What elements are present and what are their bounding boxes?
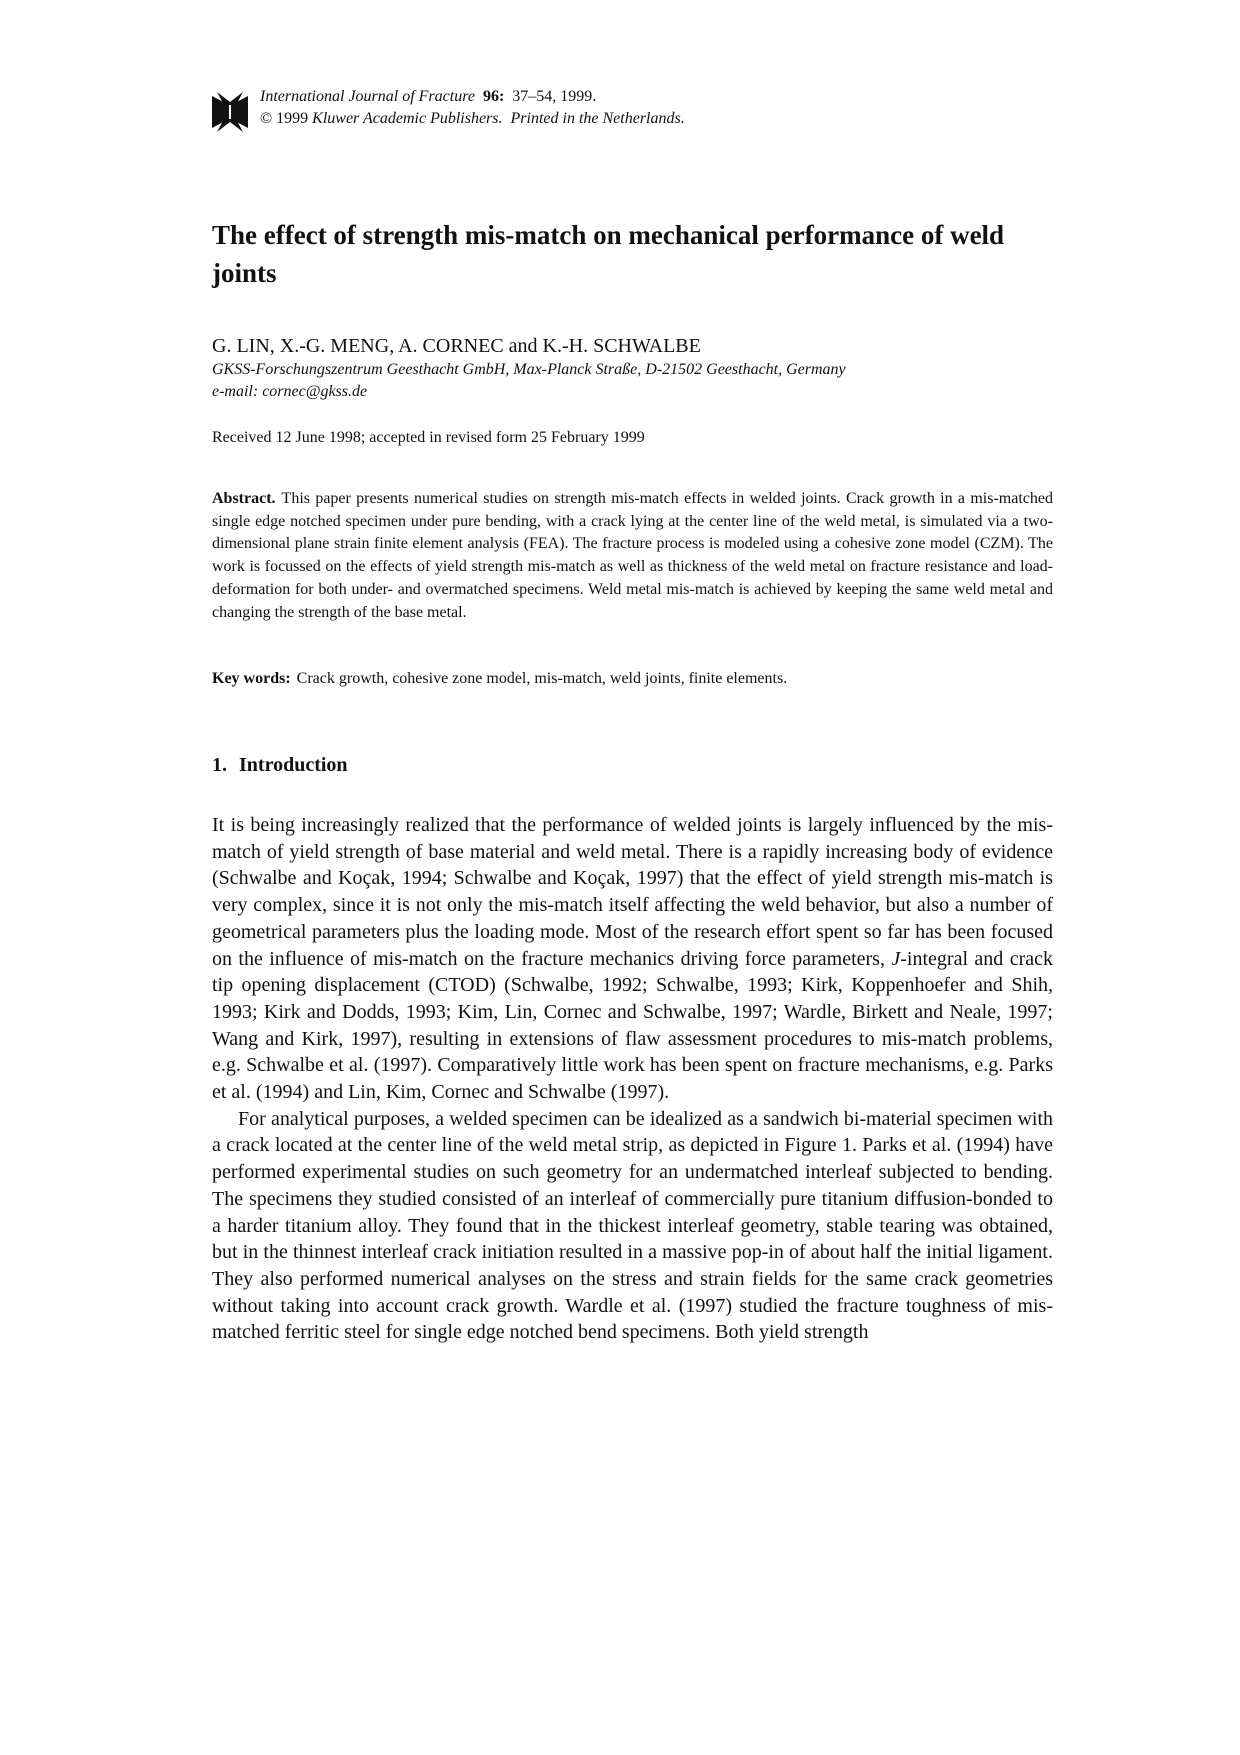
paragraph-2: For analytical purposes, a welded specimen can be idealized as a sandwich bi-material specimen with a crack located at the center line of the weld metal strip, as depicted in Figure 1. Parks et al. (1994) have performed experimental studies on such geometry for an undermatched interleaf subjected to bending. The specimens they studied consisted of an interleaf of commercially pure titanium diffusion-bonded to a harder titanium alloy. They found that in the thickest interleaf geometry, stable tearing was obtained, but in the thinnest interleaf crack initiation resulted in a massive pop-in of about half the initial ligament. They also performed numerical analyses on the stress and strain fields for the same crack geometries without taking into account crack growth. Wardle et al. (1997) studied the fracture toughness of mis-matched ferritic steel for single edge notched bend specimens. Both yield strength bbox=[212, 1107, 1053, 1344]
copyright-year: © 1999 bbox=[260, 110, 309, 127]
section-heading bbox=[212, 752, 348, 778]
journal-pages-year: 37–54, 1999. bbox=[512, 88, 597, 105]
keywords-text: Crack growth, cohesive zone model, mis-match, weld joints, finite elements. bbox=[296, 670, 788, 687]
section-title: Introduction bbox=[239, 754, 348, 776]
citation-line bbox=[260, 86, 685, 108]
abstract bbox=[212, 488, 1053, 624]
publisher-logo-icon bbox=[212, 92, 248, 132]
keywords-label: Key words: bbox=[212, 670, 291, 687]
abstract-text: This paper presents numerical studies on strength mis-match effects in welded joints. Crack growth in a mis-matched single edge notched specimen under pure bending, with a crack lying at the center line of the weld metal, is simulated via a two-dimensional plane strain finite element analysis (FEA). The fracture process is modeled using a cohesive zone model (CZM). The work is focussed on the effects of yield strength mis-match as well as thickness of the weld metal on fracture resistance and load-deformation for both under- and overmatched specimens. Weld metal mis-match is achieved by keeping the same weld metal and changing the strength of the base metal. bbox=[212, 490, 1053, 621]
paragraph-1-part-b: -integral and crack tip opening displacement (CTOD) (Schwalbe, 1992; Schwalbe, 1993; Kirk, Koppenhoefer and Shih, 1993; Kirk and Dodds, 1993; Kim, Lin, Cornec and Schwalbe, 1997; Wardle, Birkett and Neale, 1997; Wang and Kirk, 1997), resulting in extensions of flaw assessment procedures to mis-match problems, e.g. Schwalbe et al. (1997). Comparatively little work has been spent on fracture mechanisms, e.g. Parks et al. (1994) and Lin, Kim, Cornec and Schwalbe (1997). bbox=[212, 947, 1053, 1104]
author-email: e-mail: cornec@gkss.de bbox=[212, 383, 368, 400]
body-text bbox=[212, 812, 1053, 1346]
printed-note: Printed in the Netherlands. bbox=[510, 110, 685, 127]
publisher-name: Kluwer Academic Publishers. bbox=[312, 110, 503, 127]
copyright-line bbox=[260, 108, 685, 130]
affiliation-block bbox=[212, 359, 846, 403]
journal-volume: 96: bbox=[482, 88, 505, 105]
citation-block bbox=[260, 86, 685, 130]
received-dates: Received 12 June 1998; accepted in revised form 25 February 1999 bbox=[212, 429, 645, 446]
affiliation: GKSS-Forschungszentrum Geesthacht GmbH, Max-Planck Straße, D-21502 Geesthacht, Germany bbox=[212, 361, 846, 378]
j-integral-symbol: J bbox=[891, 947, 901, 970]
author-list: G. LIN, X.-G. MENG, A. CORNEC and K.-H. SCHWALBE bbox=[212, 335, 701, 357]
paper-title: The effect of strength mis-match on mechanical performance of weld joints bbox=[212, 220, 1005, 288]
keywords bbox=[212, 668, 787, 690]
abstract-label: Abstract. bbox=[212, 490, 276, 507]
journal-header bbox=[212, 86, 1112, 136]
paragraph-1 bbox=[212, 812, 1053, 1106]
section-number: 1. bbox=[212, 754, 227, 776]
journal-name: International Journal of Fracture bbox=[260, 88, 475, 105]
paragraph-1-part-a: It is being increasingly realized that the performance of welded joints is largely influenced by the mis-match of yield strength of base material and weld metal. There is a rapidly increasing body of evidence (Schwalbe and Koçak, 1994; Schwalbe and Koçak, 1997) that the effect of yield strength mis-match is very complex, since it is not only the mis-match itself affecting the weld behavior, but also a number of geometrical parameters plus the loading mode. Most of the research effort spent so far has been focused on the influence of mis-match on the fracture mechanics driving force parameters, bbox=[212, 814, 1053, 970]
